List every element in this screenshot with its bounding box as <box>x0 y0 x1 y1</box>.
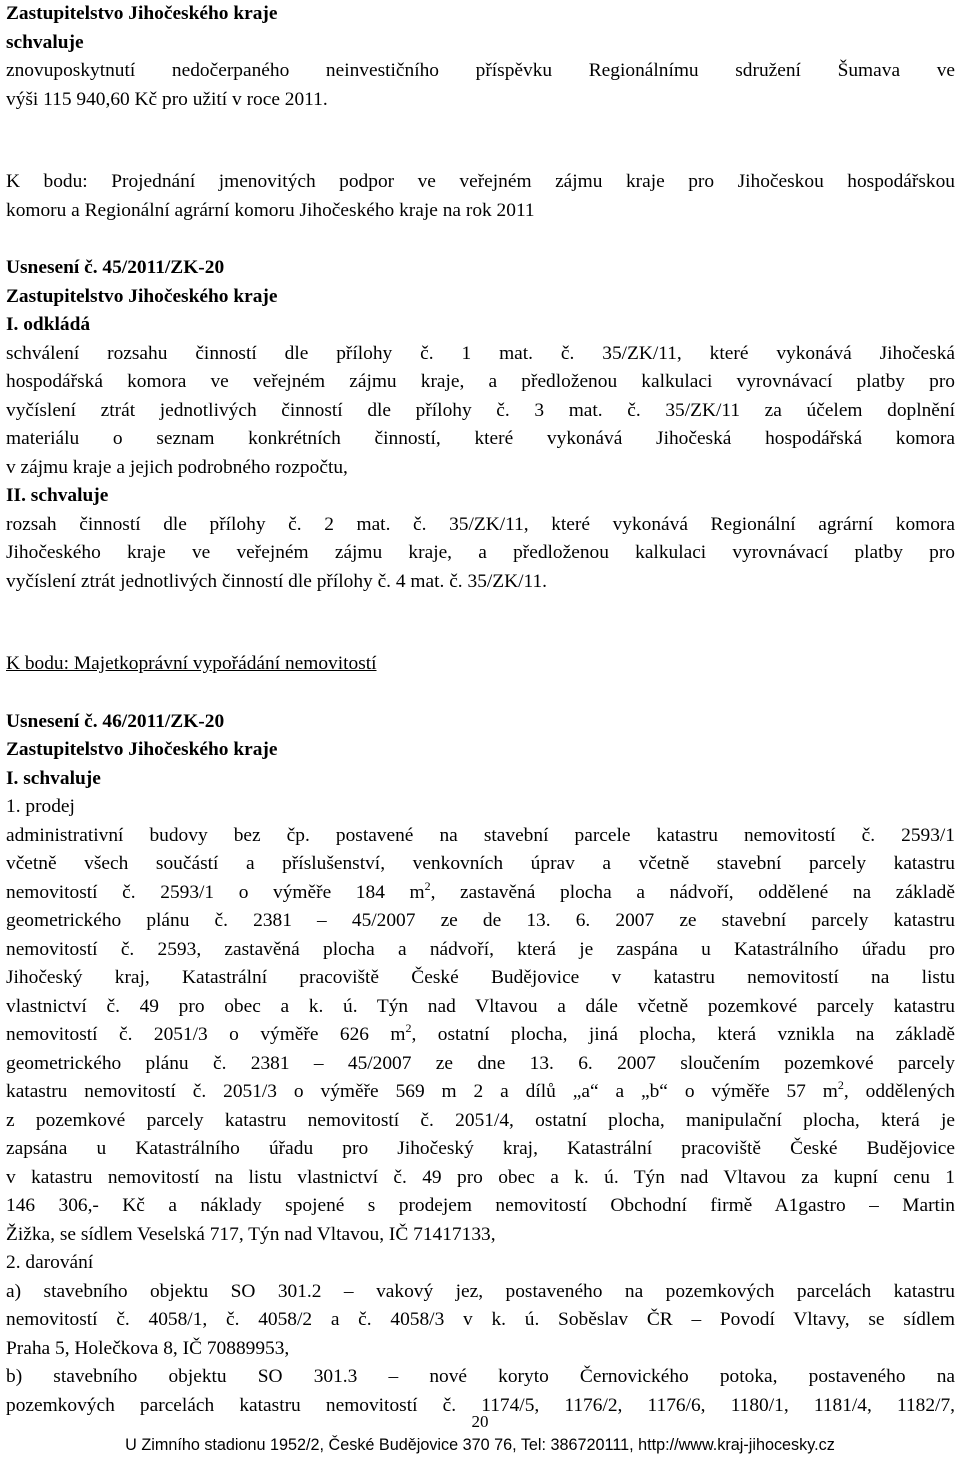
body-line: včetně všech součástí a příslušenství, venkovních úprav a včetně stavební parcely katastru <box>6 853 955 874</box>
subsection-title: 2. darování <box>6 1252 94 1273</box>
council-heading: Zastupitelstvo Jihočeského kraje <box>6 739 278 760</box>
section-title: II. schvaluje <box>6 485 109 506</box>
text-run: nemovitostí č. 2051/3 o výměře 626 m <box>6 1024 406 1045</box>
body-line: vlastnictví č. 49 pro obec a k. ú. Týn nad Vltavou a dále včetně pozemkové parcely katastru <box>6 995 955 1017</box>
body-line: schválení rozsahu činností dle přílohy č. 1 mat. č. 35/ZK/11, které vykonává Jihočeská <box>6 342 955 364</box>
body-line: geometrického plánu č. 2381 – 45/2007 ze de 13. 6. 2007 ze stavební parcely katastru <box>6 910 955 931</box>
agenda-item-heading: K bodu: Projednání jmenovitých podpor ve veřejném zájmu kraje pro Jihočeskou hospodářskou <box>6 171 955 192</box>
subsection-title: 1. prodej <box>6 796 75 817</box>
body-line: b) stavebního objektu SO 301.3 – nové koryto Černovického potoka, postaveného na <box>6 1366 955 1387</box>
superscript: 2 <box>837 1078 844 1092</box>
body-line: znovuposkytnutí nedočerpaného neinvestičního příspěvku Regionálnímu sdružení Šumava ve <box>6 60 955 81</box>
council-heading: Zastupitelstvo Jihočeského kraje <box>6 285 278 307</box>
page-number: 20 <box>471 1412 489 1431</box>
agenda-item-heading: komoru a Regionální agrární komoru Jihočeského kraje na rok 2011 <box>6 199 535 221</box>
agenda-item-heading: K bodu: Majetkoprávní vypořádání nemovitostí <box>6 653 377 674</box>
section-title: I. odkládá <box>6 314 91 335</box>
body-line: pozemkových parcelách katastru nemovitostí č. 1174/5, 1176/2, 1176/6, 1180/1, 1181/4, 1182/7, <box>6 1394 955 1416</box>
body-line: v zájmu kraje a jejich podrobného rozpočtu, <box>6 456 348 478</box>
body-line: výši 115 940,60 Kč pro užití v roce 2011. <box>6 88 328 110</box>
body-line: Jihočeský kraj, Katastrální pracoviště České Budějovice v katastru nemovitostí na listu <box>6 967 955 988</box>
body-line: 146 306,- Kč a náklady spojené s prodejem nemovitostí Obchodní firmě A1gastro – Martin <box>6 1195 955 1216</box>
resolution-number: Usnesení č. 45/2011/ZK-20 <box>6 257 225 278</box>
body-line: vyčíslení ztrát jednotlivých činností dle přílohy č. 3 mat. č. 35/ZK/11 za účelem doplnění <box>6 399 955 421</box>
body-line: administrativní budovy bez čp. postavené na stavební parcele katastru nemovitostí č. 2593/1 <box>6 824 955 846</box>
body-line: Jihočeského kraje ve veřejném zájmu kraje, a předloženou kalkulaci vyrovnávací platby pro <box>6 542 955 563</box>
body-line: a) stavebního objektu SO 301.2 – vakový jez, postaveného na pozemkových parcelách katastru <box>6 1280 955 1302</box>
verb-schvaluje: schvaluje <box>6 31 84 53</box>
body-line: zapsána u Katastrálního úřadu pro Jihočeský kraj, Katastrální pracoviště České Budějovice <box>6 1138 955 1159</box>
text-run: katastru nemovitostí č. 2051/3 o výměře 569 m 2 a dílů „a“ a „b“ o výměře 57 m <box>6 1081 838 1102</box>
resolution-number: Usnesení č. 46/2011/ZK-20 <box>6 710 225 732</box>
body-line: v katastru nemovitostí na listu vlastnictví č. 49 pro obec a k. ú. Týn nad Vltavou za kupní cenu 1 <box>6 1166 955 1188</box>
body-line: z pozemkové parcely katastru nemovitostí č. 2051/4, ostatní plocha, manipulační plocha, která je <box>6 1109 955 1131</box>
section-title: I. schvaluje <box>6 767 101 789</box>
body-line: nemovitostí č. 4058/1, č. 4058/2 a č. 4058/3 v k. ú. Soběslav ČR – Povodí Vltavy, se sídlem <box>6 1309 955 1330</box>
body-line: Žižka, se sídlem Veselská 717, Týn nad Vltavou, IČ 71417133, <box>6 1223 496 1245</box>
body-line <box>6 879 955 908</box>
body-line: materiálu o seznam konkrétních činností, které vykonává Jihočeská hospodářská komora <box>6 428 955 449</box>
body-line: vyčíslení ztrát jednotlivých činností dle přílohy č. 4 mat. č. 35/ZK/11. <box>6 570 548 592</box>
document-page <box>6 0 955 1420</box>
body-line: Praha 5, Holečkova 8, IČ 70889953, <box>6 1337 290 1359</box>
council-heading: Zastupitelstvo Jihočeského kraje <box>6 3 278 24</box>
text-run: , oddělených <box>843 1081 955 1102</box>
body-line: hospodářská komora ve veřejném zájmu kraje, a předloženou kalkulaci vyrovnávací platby pro <box>6 371 955 392</box>
body-line <box>6 1021 955 1050</box>
page-footer: U Zimního stadionu 1952/2, České Budějovice 370 76, Tel: 386720111, http://www.kraj-jihocesky.cz <box>125 1436 835 1454</box>
body-line <box>6 1078 955 1107</box>
text-run: nemovitostí č. 2593/1 o výměře 184 m <box>6 881 425 903</box>
body-line: nemovitostí č. 2593, zastavěná plocha a nádvoří, která je zaspána u Katastrálního úřadu pro <box>6 938 955 960</box>
superscript: 2 <box>424 878 431 893</box>
body-line: geometrického plánu č. 2381 – 45/2007 ze dne 13. 6. 2007 sloučením pozemkové parcely <box>6 1052 955 1074</box>
text-run: , zastavěná plocha a nádvoří, oddělené na základě <box>430 881 955 903</box>
text-run: , ostatní plocha, jiná plocha, která vznikla na základě <box>411 1024 955 1045</box>
superscript: 2 <box>405 1021 412 1035</box>
body-line: rozsah činností dle přílohy č. 2 mat. č. 35/ZK/11, které vykonává Regionální agrární komora <box>6 513 955 535</box>
